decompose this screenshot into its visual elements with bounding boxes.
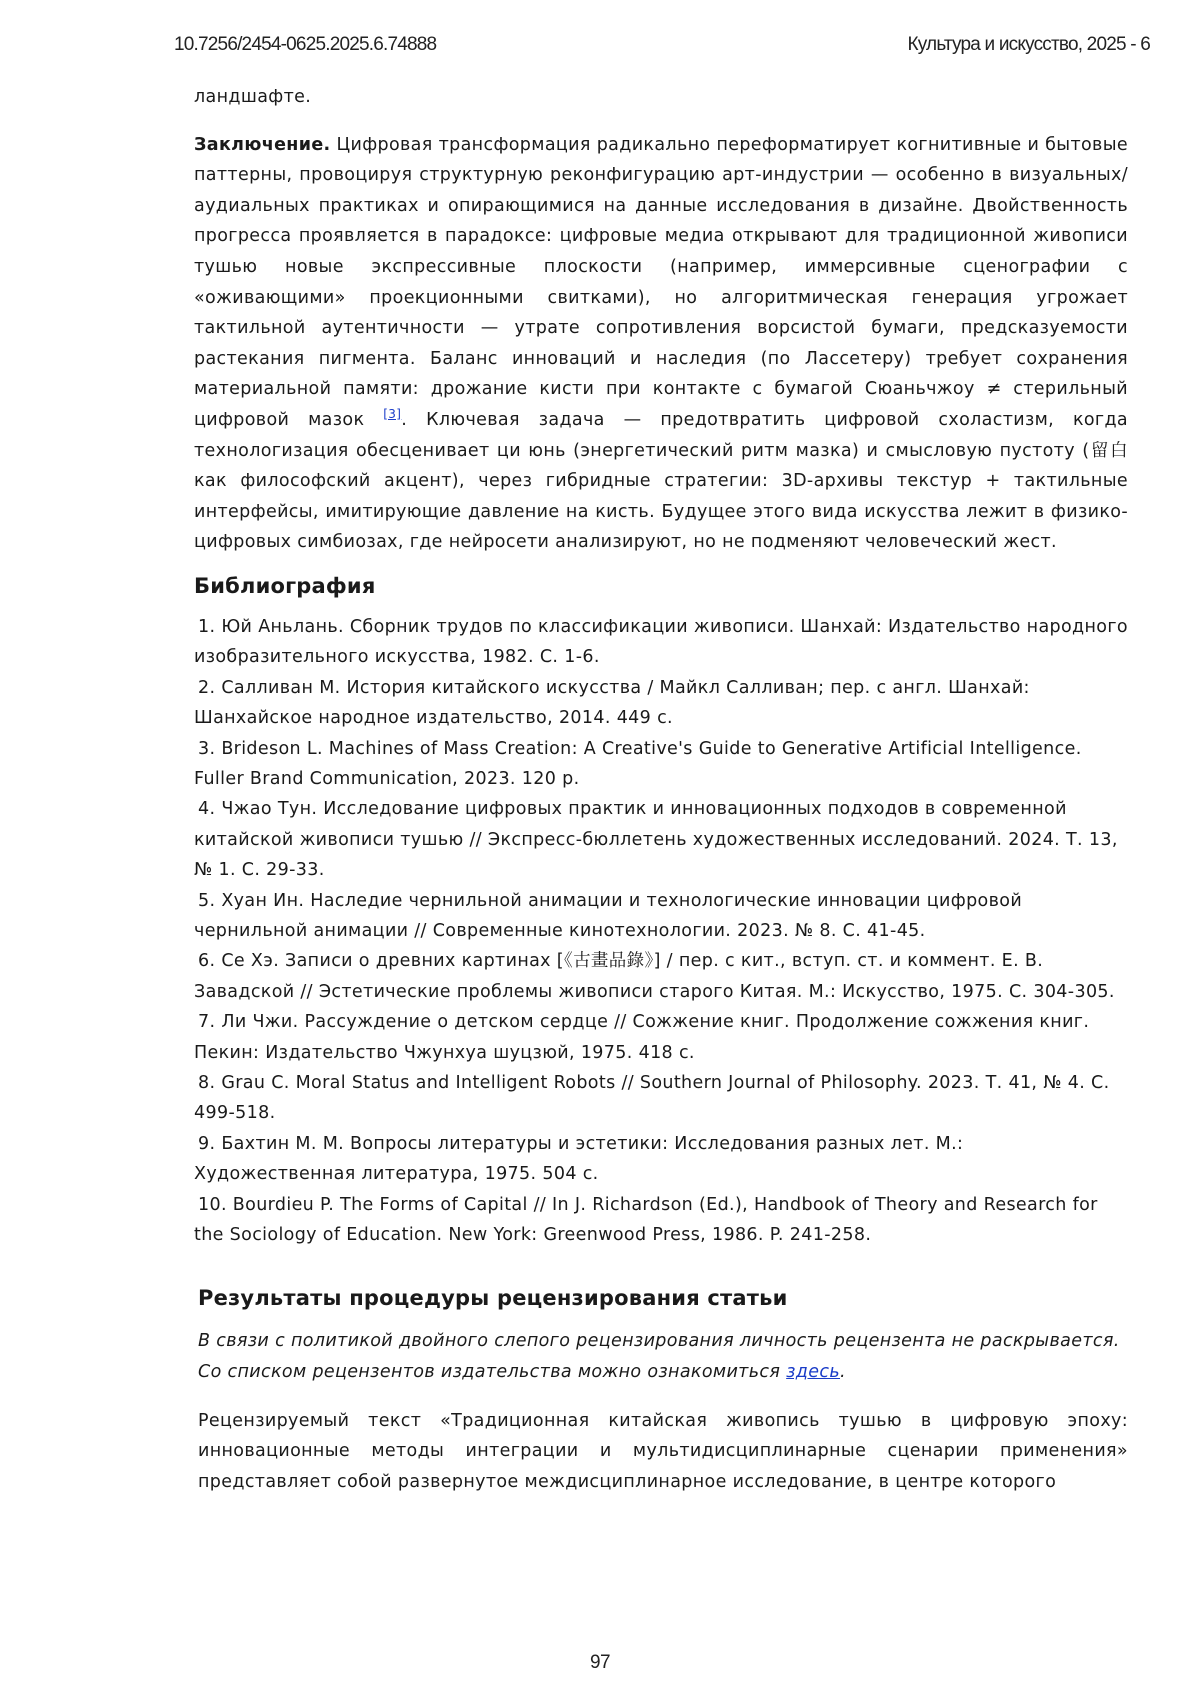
conclusion-paragraph: [194, 130, 1128, 558]
bibliography-item: [194, 886, 1128, 947]
bibliography-item-number: 6.: [198, 951, 216, 972]
bibliography-item-number: 7.: [198, 1012, 216, 1033]
bibliography-item-number: 10.: [198, 1194, 227, 1215]
bibliography-item-number: 5.: [198, 890, 216, 911]
bibliography-item: [194, 946, 1128, 1007]
review-note-anonymity: В связи с политикой двойного слепого рецензирования личность рецензента не раскрывается.: [198, 1331, 1120, 1352]
conclusion-label: Заключение.: [194, 134, 331, 155]
bibliography-item: [194, 1007, 1128, 1068]
bibliography-title: Библиография: [194, 573, 376, 598]
bibliography-item: [194, 794, 1128, 885]
bibliography-item-number: 8.: [198, 1073, 216, 1093]
bibliography-item-number: 1.: [198, 616, 216, 637]
bibliography-item: [194, 673, 1128, 734]
bibliography-item-text: Юй Аньлань. Сборник трудов по классификации живописи. Шанхай: Издательство народного изобразительного искусства, 1982. С. 1-6.: [194, 616, 1128, 668]
bibliography-item: [194, 1190, 1128, 1251]
bibliography-item: [194, 734, 1128, 795]
bibliography-item-text: Се Хэ. Записи о древних картинах [《古畫品錄》] / пер. с кит., вступ. ст. и коммент. Е. В. Завадской // Эстетические проблемы живописи старого Китая. М.: Искусство, 1975. С. 304-305.: [194, 951, 1115, 1002]
bibliography-item-text: Grau C. Moral Status and Intelligent Robots // Southern Journal of Philosophy. 2023. Т. 41, № 4. С. 499-518.: [194, 1073, 1110, 1124]
doi-header: 10.7256/2454-0625.2025.6.74888: [174, 34, 437, 55]
bibliography-item-text: Хуан Ин. Наследие чернильной анимации и технологические инновации цифровой чернильной анимации // Современные кинотехнологии. 2023. № 8. С. 41-45.: [194, 890, 1023, 941]
bibliography-item-text: Бахтин М. М. Вопросы литературы и эстетики: Исследования разных лет. М.: Художественная литература, 1975. 504 с.: [194, 1133, 964, 1185]
bibliography-item-number: 4.: [198, 799, 216, 820]
review-note-prefix: Со списком рецензентов издательства можно ознакомиться: [198, 1362, 787, 1383]
conclusion-text-1: Цифровая трансформация радикально переформатирует когнитивные и бытовые паттерны, провоцируя структурную реконфигурацию арт-индустрии — особенно в визуальных/аудиальных практиках и опирающимися на данные исследования в дизайне. Двойственность прогресса проявляется в парадоксе: цифровые медиа открывают для традиционной живописи тушью новые экспрессивные плоскости (например, иммерсивные сценографии с «оживающими» проекционными свитками), но алгоритмическая генерация угрожает тактильной аутентичности — утрате сопротивления ворсистой бумаги, предсказуемости растекания пигмента. Баланс инноваций и наследия (по Лассетеру) требует сохранения материальной памяти: дрожание кисти при контакте с бумагой Сюаньчжоу ≠ стерильный цифровой мазок: [194, 134, 1128, 430]
review-title: Результаты процедуры рецензирования статьи: [198, 1286, 788, 1311]
bibliography-item-text: Чжао Тун. Исследование цифровых практик и инновационных подходов в современной китайской живописи тушью // Экспресс-бюллетень художественных исследований. 2024. Т. 13, № 1. С. 29-33.: [194, 799, 1118, 881]
bibliography-item-text: Салливан М. История китайского искусства / Майкл Салливан; пер. с англ. Шанхай: Шанхайское народное издательство, 2014. 449 с.: [194, 677, 1030, 729]
bibliography-list: [194, 612, 1128, 1251]
conclusion-text-2: . Ключевая задача — предотвратить цифровой схоластизм, когда технологизация обесценивает ци юнь (энергетический ритм мазка) и смысловую пустоту (留白 как философский акцент), через гибридные стратегии: 3D-архивы текстур + тактильные интерфейсы, имитирующие давление на кисть. Будущее этого вида искусства лежит в физико-цифровых симбиозах, где нейросети анализируют, но не подменяют человеческий жест.: [194, 409, 1128, 553]
bibliography-item-number: 9.: [198, 1133, 216, 1154]
page-number: 97: [590, 1652, 610, 1673]
bibliography-item: [194, 1129, 1128, 1190]
journal-header: Культура и искусство, 2025 - 6: [907, 34, 1150, 55]
bibliography-item-text: Bourdieu P. The Forms of Capital // In J. Richardson (Ed.), Handbook of Theory and Research for the Sociology of Education. New York: Greenwood Press, 1986. P. 241-258.: [194, 1194, 1098, 1246]
bibliography-item-number: 2.: [198, 677, 216, 698]
bibliography-item-text: Ли Чжи. Рассуждение о детском сердце // Сожжение книг. Продолжение сожжения книг. Пекин: Издательство Чжунхуа шуцзюй, 1975. 418 с.: [194, 1012, 1090, 1063]
review-body-text: Рецензируемый текст «Традиционная китайская живопись тушью в цифровую эпоху: инновационные методы интеграции и мультидисциплинарные сценарии применения» представляет собой развернутое междисциплинарное исследование, в центре которого: [198, 1410, 1128, 1492]
fragment-text: ландшафте.: [194, 87, 312, 107]
bibliography-item-text: Brideson L. Machines of Mass Creation: A Creative's Guide to Generative Artificial Intelligence. Fuller Brand Communication, 2023. 120 p.: [194, 738, 1082, 789]
article-content: [194, 82, 1128, 1497]
bibliography-item: [194, 1068, 1128, 1129]
bibliography-item: [194, 612, 1128, 673]
reviewers-list-link[interactable]: здесь: [786, 1362, 840, 1383]
review-note-reviewers: [198, 1357, 1128, 1388]
review-section: [198, 1282, 1128, 1497]
reference-link-3[interactable]: [3]: [383, 407, 402, 422]
review-note-suffix: .: [840, 1362, 846, 1383]
bibliography-item-number: 3.: [198, 738, 216, 759]
